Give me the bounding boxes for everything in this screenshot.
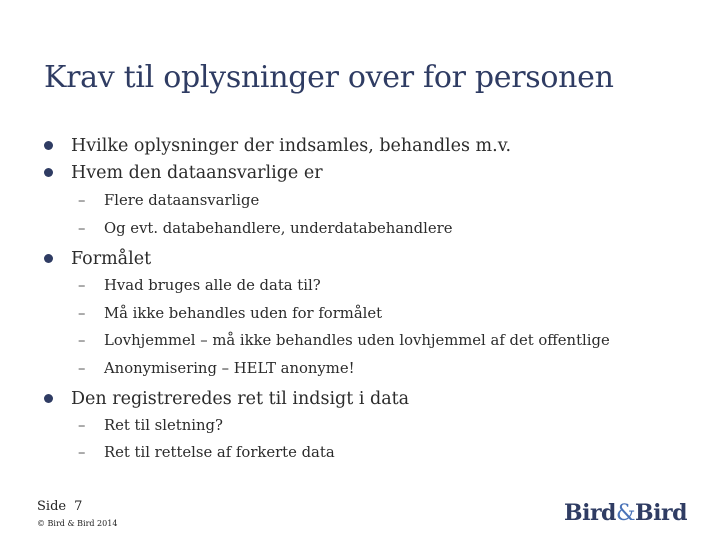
sub-bullet-item <box>78 219 452 239</box>
bullet-text: Ret til sletning? <box>104 417 223 434</box>
bullet-dot-icon <box>44 254 53 263</box>
sub-bullet-item <box>78 276 321 296</box>
dash-marker: – <box>78 220 86 237</box>
bullet-item <box>44 161 323 185</box>
logo-word-left: Bird <box>564 500 616 526</box>
dash-marker: – <box>78 305 86 322</box>
logo-word-right: Bird <box>635 500 687 526</box>
bullet-item <box>44 387 409 411</box>
bullet-text: Og evt. databehandlere, underdatabehandlere <box>104 220 453 237</box>
logo-ampersand: & <box>615 501 636 526</box>
bullet-item <box>44 134 511 158</box>
dash-marker: – <box>78 332 86 349</box>
dash-marker: – <box>78 360 86 377</box>
page-indicator <box>37 499 82 514</box>
bullet-dot-icon <box>44 168 53 177</box>
sub-bullet-item <box>78 416 223 436</box>
bullet-text: Hvem den dataansvarlige er <box>71 163 323 183</box>
bullet-dot-icon <box>44 394 53 403</box>
bullet-text: Ret til rettelse af forkerte data <box>104 444 335 461</box>
side-label: Side <box>37 499 67 514</box>
slide-title: Krav til oplysninger over for personen <box>44 60 614 95</box>
sub-bullet-item <box>78 191 259 211</box>
bullet-text: Anonymisering – HELT anonyme! <box>104 360 355 377</box>
sub-bullet-item <box>78 304 382 324</box>
bird-and-bird-logo <box>564 500 687 526</box>
bullet-text: Lovhjemmel – må ikke behandles uden lovhjemmel af det offentlige <box>104 332 610 349</box>
dash-marker: – <box>78 192 86 209</box>
sub-bullet-item <box>78 359 355 379</box>
dash-marker: – <box>78 277 86 294</box>
copyright-notice: © Bird & Bird 2014 <box>37 519 118 528</box>
bullet-text: Flere dataansvarlige <box>104 192 260 209</box>
bullet-text: Hvilke oplysninger der indsamles, behandles m.v. <box>71 136 512 156</box>
sub-bullet-item <box>78 443 335 463</box>
dash-marker: – <box>78 417 86 434</box>
bullet-text: Hvad bruges alle de data til? <box>104 277 321 294</box>
sub-bullet-item <box>78 331 610 351</box>
page-number: 7 <box>74 499 83 514</box>
bullet-text: Formålet <box>71 249 152 269</box>
bullet-text: Må ikke behandles uden for formålet <box>104 305 383 322</box>
bullet-dot-icon <box>44 141 53 150</box>
bullet-item <box>44 247 151 271</box>
dash-marker: – <box>78 444 86 461</box>
bullet-text: Den registreredes ret til indsigt i data <box>71 389 410 409</box>
